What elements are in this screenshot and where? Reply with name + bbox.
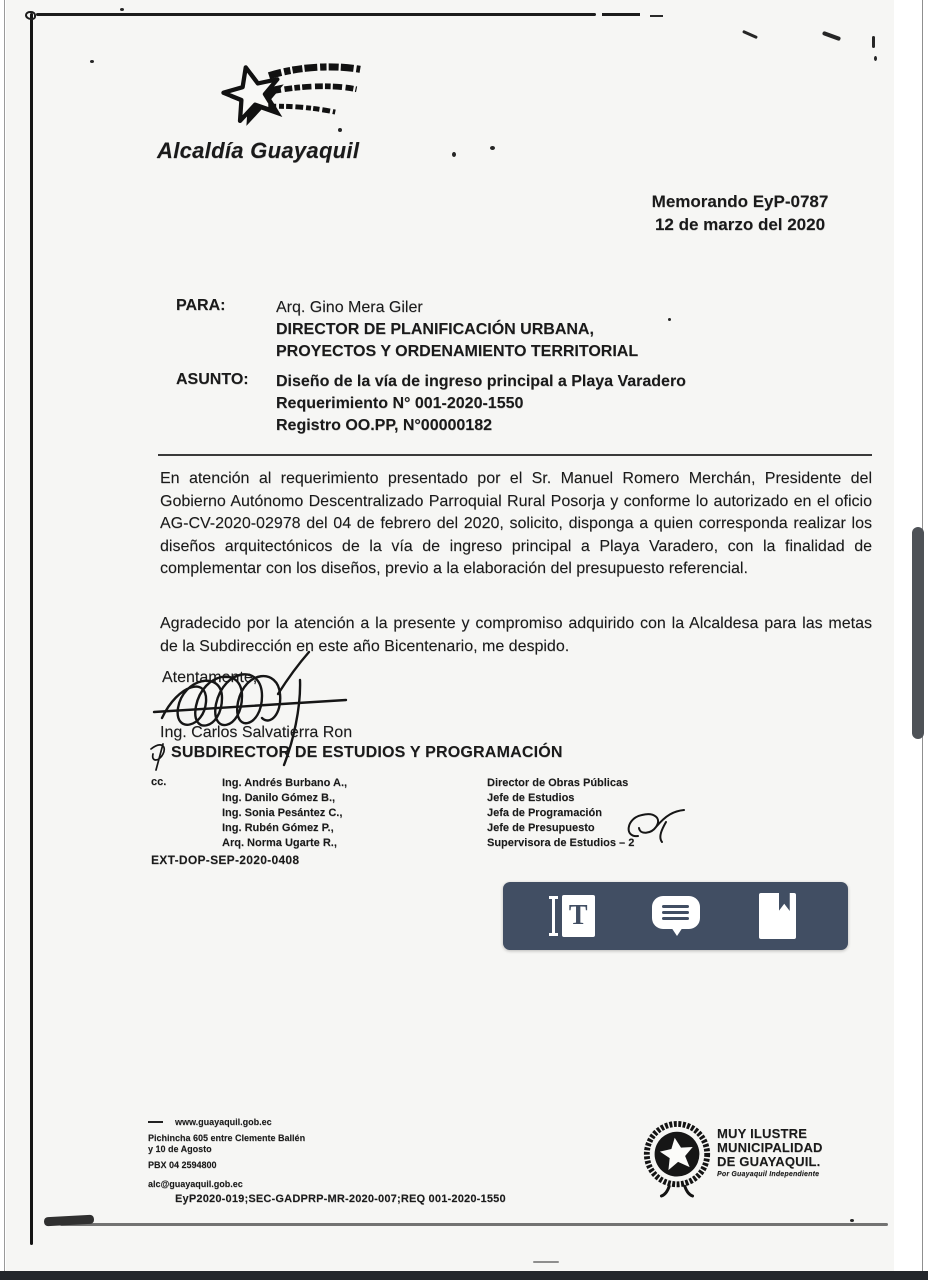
cc-title: Jefe de Estudios xyxy=(487,792,575,804)
asunto-label: ASUNTO: xyxy=(176,371,249,388)
subject-line3: Registro OO.PP, N°00000182 xyxy=(276,417,492,434)
approval-initials-scribble xyxy=(620,806,692,846)
bubble-tail xyxy=(671,927,683,936)
signer-name: Ing. Carlos Salvatierra Ron xyxy=(160,724,353,741)
cc-name: Ing. Rubén Gómez P., xyxy=(222,822,334,834)
ibeam-cursor-icon xyxy=(552,897,555,935)
footer-address-line1: Pichincha 605 entre Clemente Ballén xyxy=(148,1133,306,1143)
scan-speckle xyxy=(872,36,875,48)
annotation-toolbar xyxy=(503,882,848,950)
footer-email: alc@guayaquil.gob.ec xyxy=(148,1179,243,1189)
recipient-title-line2: PROYECTOS Y ORDENAMIENTO TERRITORIAL xyxy=(276,343,639,360)
cc-title: Director de Obras Públicas xyxy=(487,777,629,789)
cc-title: Supervisora de Estudios – 2 xyxy=(487,837,635,849)
cc-name: Ing. Sonia Pesántez C., xyxy=(222,807,343,819)
footer-doc-code: EyP2020-019;SEC-GADPRP-MR-2020-007;REQ 001-2020-1550 xyxy=(175,1193,506,1205)
divider-line xyxy=(158,454,872,456)
seal-title xyxy=(717,1127,823,1169)
scan-bottom-band xyxy=(0,1271,928,1280)
footer-website: www.guayaquil.gob.ec xyxy=(175,1117,272,1127)
scan-speckle xyxy=(850,1219,854,1222)
comment-icon xyxy=(652,894,700,938)
alcaldia-star-comet-logo-icon xyxy=(185,50,363,140)
cc-name: Ing. Danilo Gómez B., xyxy=(222,792,336,804)
cc-label: cc. xyxy=(151,776,167,788)
text-select-icon xyxy=(551,893,597,939)
speech-bubble xyxy=(652,896,700,929)
recipient-name: Arq. Gino Mera Giler xyxy=(276,299,423,316)
subject-line2: Requerimiento N° 001-2020-1550 xyxy=(276,395,524,412)
memo-heading xyxy=(615,190,865,236)
comment-button[interactable] xyxy=(645,888,707,944)
cc-title: Jefa de Programación xyxy=(487,807,602,819)
scan-speckle xyxy=(490,146,495,150)
subject-line1: Diseño de la vía de ingreso principal a Playa Varadero xyxy=(276,373,686,390)
closing-text: Atentamente, xyxy=(162,669,258,686)
para-label: PARA: xyxy=(176,297,226,314)
footer-address xyxy=(148,1133,305,1155)
footer-address-line2: y 10 de Agosto xyxy=(148,1144,212,1154)
dash-icon xyxy=(148,1121,163,1123)
municipality-seal-icon xyxy=(640,1119,714,1199)
scan-speckle xyxy=(90,60,94,63)
seal-line1: MUY ILUSTRE xyxy=(717,1126,808,1141)
asunto-value xyxy=(276,371,836,437)
seal-tagline: Por Guayaquil Independiente xyxy=(717,1171,820,1178)
cc-titles-column xyxy=(487,776,634,851)
memo-date: 12 de marzo del 2020 xyxy=(654,215,826,234)
scan-speckle xyxy=(874,56,877,61)
scan-border-top xyxy=(36,13,596,16)
scan-speckle xyxy=(452,152,456,157)
scan-speckle xyxy=(533,1261,559,1263)
logo-wordmark: Alcaldía Guayaquil xyxy=(157,138,360,163)
scrollbar-thumb[interactable] xyxy=(912,527,924,739)
bookmark-button[interactable] xyxy=(746,888,808,944)
body-paragraph-2: Agradecido por la atención a la presente y compromiso adquirido con la Alcaldesa para las metas de la Subdirección en este año Bicentenario, me despido. xyxy=(160,615,872,655)
memo-number: Memorando EyP-0787 xyxy=(651,192,829,211)
footer-website-row xyxy=(148,1117,272,1127)
viewer-left-edge xyxy=(4,0,5,1280)
body-paragraph-1: En atención al requerimiento presentado por el Sr. Manuel Romero Merchán, Presidente del Gobierno Autónomo Descentralizado Parroquial Rural Posorja y conforme lo autorizado en el oficio AG-CV-2020-02978 del 04 de febrero del 2020, solicito, disponga a quien corresponda realizar los diseños arquitectónicos de la vía de ingreso principal a Playa Varadero, con la finalidad de complementar con los diseños, previo a la elaboración del presupuesto referencial. xyxy=(160,470,872,577)
text-glyph: T xyxy=(562,895,595,937)
scan-corner-curl xyxy=(25,11,36,20)
cc-title: Jefe de Presupuesto xyxy=(487,822,595,834)
seal-line3: DE GUAYAQUIL. xyxy=(717,1154,821,1169)
scan-speckle xyxy=(120,8,124,11)
bookmark-ribbon xyxy=(779,893,790,911)
bookmark-icon xyxy=(759,893,796,939)
scan-smudge-line xyxy=(60,1223,888,1226)
seal-line2: MUNICIPALIDAD xyxy=(717,1140,823,1155)
handwritten-mark xyxy=(146,739,170,773)
scan-border-top-dash xyxy=(602,13,640,16)
ext-code: EXT-DOP-SEP-2020-0408 xyxy=(151,853,300,867)
cc-name: Arq. Norma Ugarte R., xyxy=(222,837,337,849)
scan-border-top-dash xyxy=(650,15,663,17)
text-select-button[interactable] xyxy=(543,888,605,944)
scan-border-left xyxy=(30,13,33,1245)
cc-name: Ing. Andrés Burbano A., xyxy=(222,777,348,789)
cc-names-column xyxy=(222,776,347,851)
recipient-title-line1: DIRECTOR DE PLANIFICACIÓN URBANA, xyxy=(276,321,594,338)
footer-phone: PBX 04 2594800 xyxy=(148,1160,217,1170)
para-value xyxy=(276,297,836,363)
signer-title: SUBDIRECTOR DE ESTUDIOS Y PROGRAMACIÓN xyxy=(171,744,563,761)
